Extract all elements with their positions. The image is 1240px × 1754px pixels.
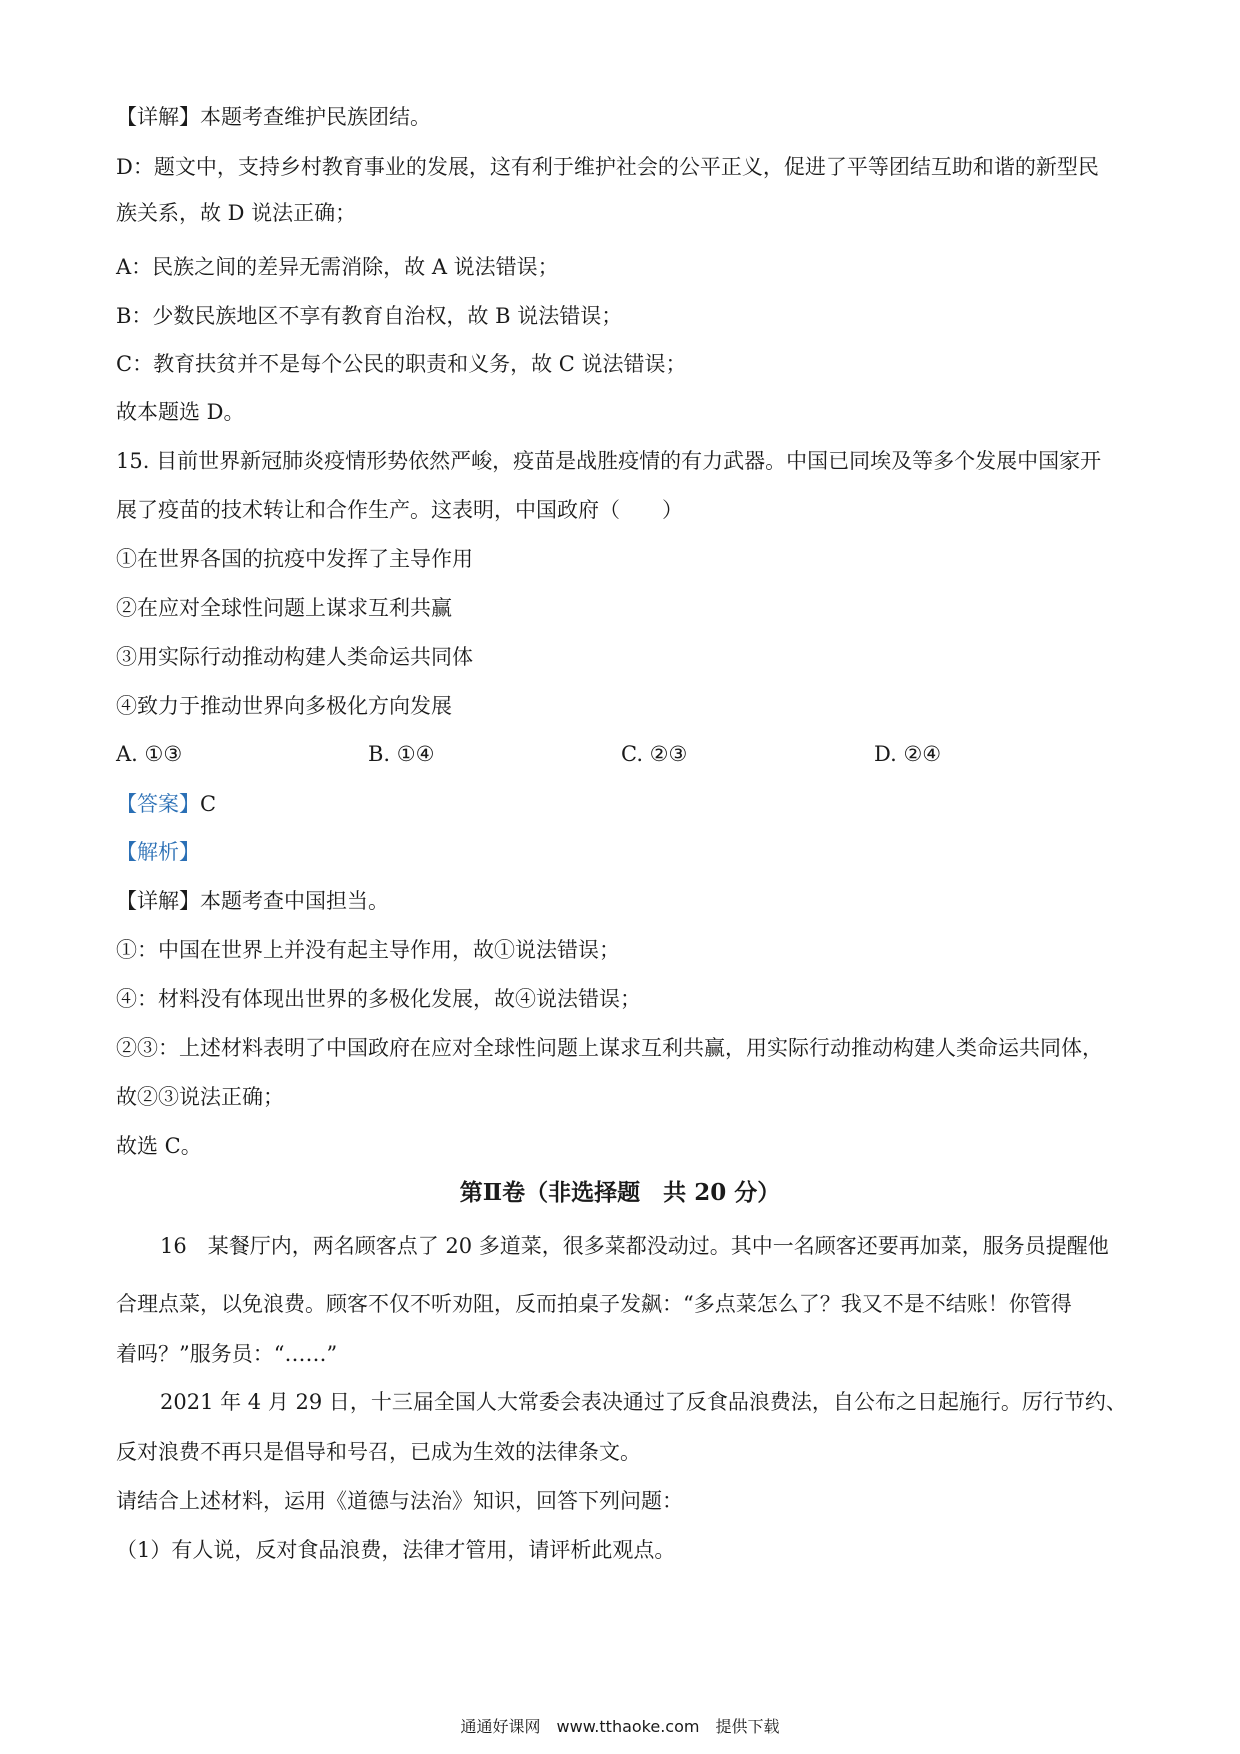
q15-options [116, 740, 996, 768]
q15-statement-4: ④致力于推动世界向多极化方向发展 [116, 694, 452, 718]
q15-statement-1: ①在世界各国的抗疫中发挥了主导作用 [116, 547, 473, 571]
q15-statement-2: ②在应对全球性问题上谋求互利共赢 [116, 596, 452, 620]
q15-option-d: D. ②④ [874, 742, 942, 766]
q16-paragraph1-line1: 16 某餐厅内，两名顾客点了 20 多道菜，很多菜都没动过。其中一名顾客还要再加菜，服务员提醒他 [160, 1234, 1109, 1258]
q16-instruction: 请结合上述材料，运用《道德与法治》知识，回答下列问题： [116, 1489, 683, 1513]
q16-paragraph2-line1: 2021 年 4 月 29 日，十三届全国人大常委会表决通过了反食品浪费法，自公布之日起施行。厉行节约、 [160, 1390, 1127, 1414]
q14-option-d-explanation-line1: D：题文中，支持乡村教育事业的发展，这有利于维护社会的公平正义，促进了平等团结互助和谐的新型民 [116, 155, 1099, 179]
footer-watermark: 通通好课网 www.tthaoke.com 提供下载 [460, 1717, 780, 1736]
q15-explanation-23-line2: 故②③说法正确； [116, 1085, 284, 1109]
section-title: 第Ⅱ卷（非选择题 共 20 分） [459, 1179, 781, 1206]
q15-option-a: A. ①③ [116, 742, 183, 766]
q15-explanation-1: ①：中国在世界上并没有起主导作用，故①说法错误； [116, 938, 620, 962]
q16-paragraph1-line3: 着吗？”服务员：“……” [116, 1342, 338, 1366]
q15-conclusion: 故选 C。 [116, 1134, 202, 1158]
q15-stem-line1: 15. 目前世界新冠肺炎疫情形势依然严峻，疫苗是战胜疫情的有力武器。中国已同埃及等多个发展中国家开 [116, 449, 1102, 473]
q15-explanation-4: ④：材料没有体现出世界的多极化发展，故④说法错误； [116, 987, 641, 1011]
q15-statement-3: ③用实际行动推动构建人类命运共同体 [116, 645, 473, 669]
q14-option-c-explanation: C：教育扶贫并不是每个公民的职责和义务，故 C 说法错误； [116, 352, 687, 376]
q14-option-a-explanation: A：民族之间的差异无需消除，故 A 说法错误； [116, 255, 559, 279]
q15-option-c: C. ②③ [621, 742, 688, 766]
q16-paragraph1-line2: 合理点菜，以免浪费。顾客不仅不听劝阻，反而拍桌子发飙：“多点菜怎么了？我又不是不结账！你管得 [116, 1292, 1072, 1316]
q15-detail: 【详解】本题考查中国担当。 [116, 889, 389, 913]
q15-analysis-label: 【解析】 [116, 840, 200, 864]
q15-explanation-23-line1: ②③：上述材料表明了中国政府在应对全球性问题上谋求互利共赢，用实际行动推动构建人类命运共同体， [116, 1036, 1103, 1060]
q15-option-b: B. ①④ [368, 742, 435, 766]
q14-conclusion: 故本题选 D。 [116, 400, 245, 424]
q15-answer [116, 790, 216, 818]
answer-label: 【答案】 [116, 792, 200, 816]
q14-detail: 【详解】本题考查维护民族团结。 [116, 105, 431, 129]
q16-paragraph2-line2: 反对浪费不再只是倡导和号召，已成为生效的法律条文。 [116, 1440, 641, 1464]
q14-option-d-explanation-line2: 族关系，故 D 说法正确； [116, 201, 357, 225]
q14-option-b-explanation: B：少数民族地区不享有教育自治权，故 B 说法错误； [116, 304, 623, 328]
answer-value: C [200, 792, 217, 816]
q15-stem-line2: 展了疫苗的技术转让和合作生产。这表明，中国政府（ ） [116, 498, 683, 522]
q16-subquestion-1: （1）有人说，反对食品浪费，法律才管用，请评析此观点。 [116, 1538, 676, 1562]
